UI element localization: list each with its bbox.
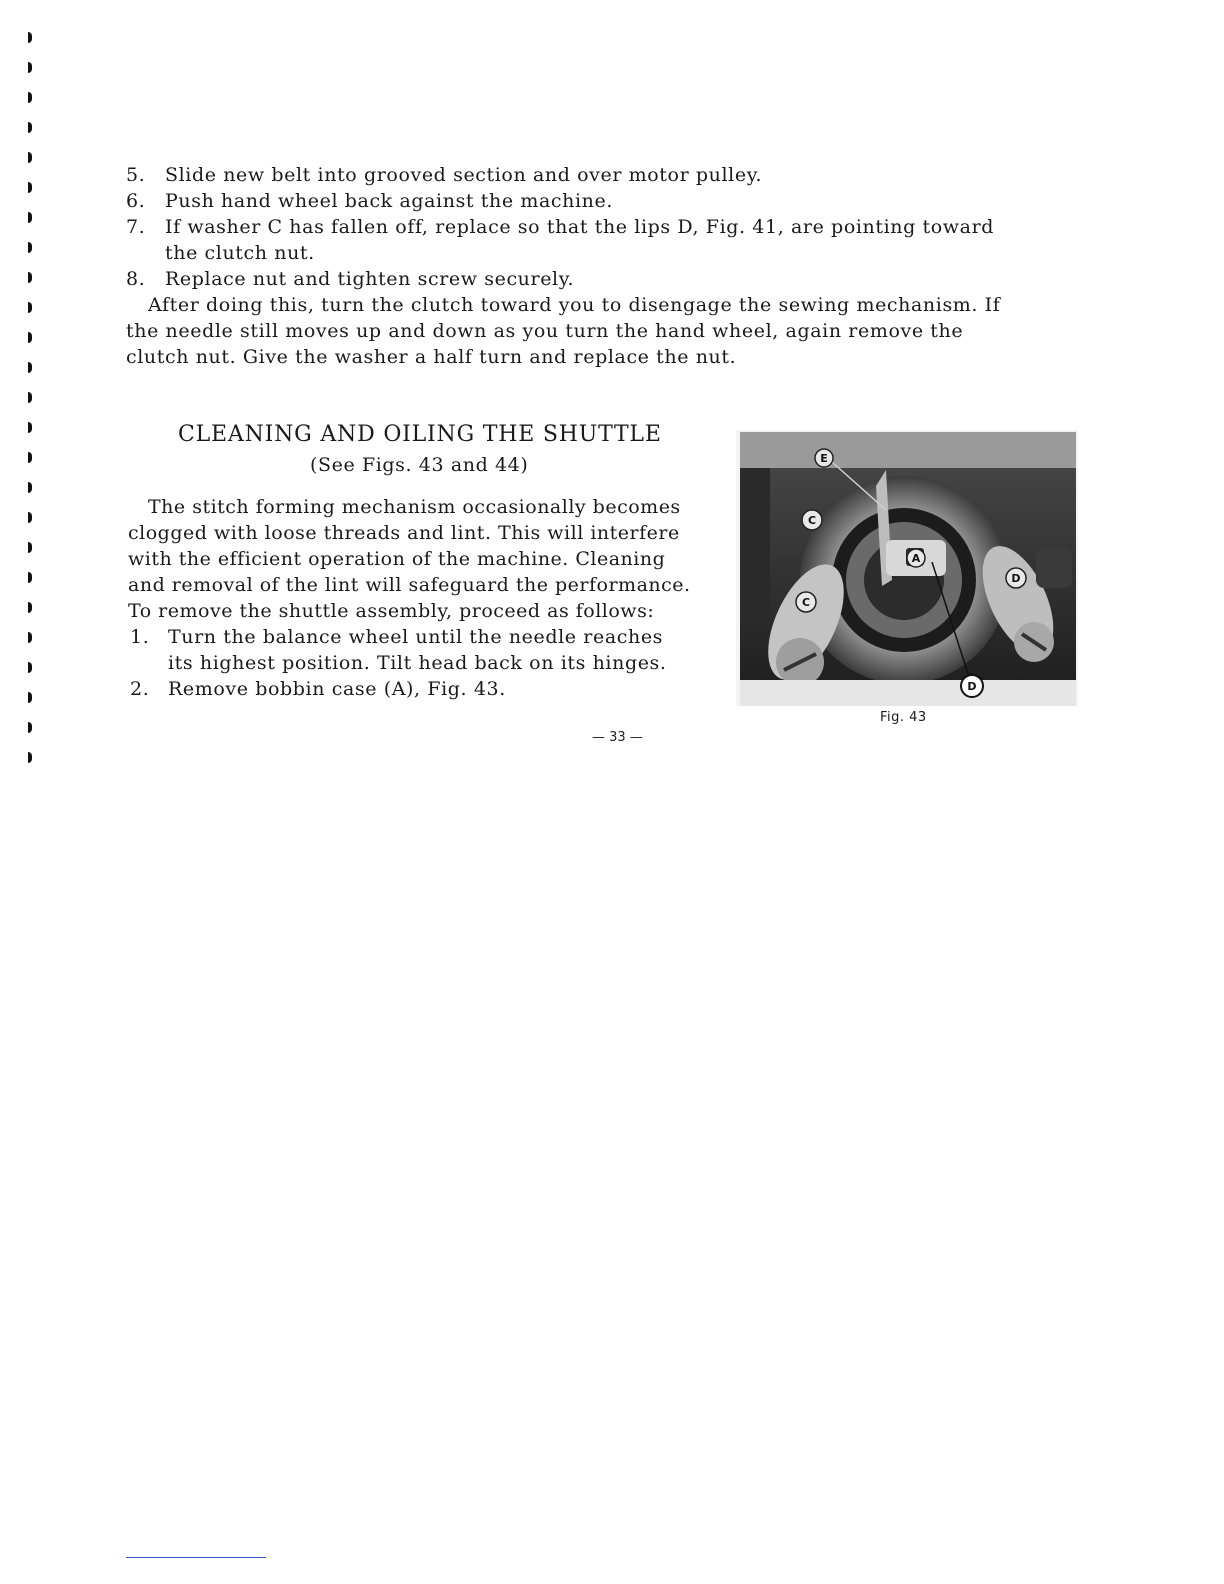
callout-label: E xyxy=(820,452,828,465)
paragraph-line: The stitch forming mechanism occasionally becomes xyxy=(148,496,681,518)
section-body xyxy=(128,494,712,624)
step-number: 7. xyxy=(126,216,146,238)
paragraph-line: clogged with loose threads and lint. This will interfere xyxy=(128,522,680,544)
paragraph-line: the needle still moves up and down as you turn the hand wheel, again remove the xyxy=(126,320,964,342)
step-text: its highest position. Tilt head back on its hinges. xyxy=(168,652,667,674)
step-text: Push hand wheel back against the machine. xyxy=(165,190,613,212)
paragraph-line: and removal of the lint will safeguard the performance. xyxy=(128,574,691,596)
step-number: 6. xyxy=(126,190,146,212)
callout-label: D xyxy=(1011,572,1021,585)
paragraph-line: After doing this, turn the clutch toward you to disengage the sewing mechanism. If xyxy=(148,294,1001,316)
callout-label: C xyxy=(801,596,811,609)
step-text: If washer C has fallen off, replace so that the lips D, Fig. 41, are pointing toward xyxy=(165,216,995,238)
step-text: Turn the balance wheel until the needle reaches xyxy=(168,626,664,648)
paragraph-line: clutch nut. Give the washer a half turn and replace the nut. xyxy=(126,346,737,368)
callout-label: A xyxy=(911,552,921,565)
callout-label: C xyxy=(807,514,817,527)
list-item-continuation xyxy=(126,240,1046,266)
page-number: — 33 — xyxy=(592,730,643,745)
list-item xyxy=(126,162,1046,188)
step-text: Slide new belt into grooved section and over motor pulley. xyxy=(165,164,763,186)
section-subheading: (See Figs. 43 and 44) xyxy=(310,454,529,476)
step-number: 2. xyxy=(130,678,150,700)
figure-caption: Fig. 43 xyxy=(880,710,927,725)
shuttle-photo xyxy=(736,430,1078,706)
binding-holes xyxy=(24,24,38,784)
section-heading: CLEANING AND OILING THE SHUTTLE xyxy=(178,422,662,447)
list-item xyxy=(126,188,1046,214)
step-text: Replace nut and tighten screw securely. xyxy=(165,268,575,290)
footer-rule xyxy=(126,1557,266,1558)
paragraph-line: with the efficient operation of the machine. Cleaning xyxy=(128,548,666,570)
list-item xyxy=(126,214,1046,240)
clutch-paragraph xyxy=(126,292,1042,370)
step-number: 8. xyxy=(126,268,146,290)
step-text: Remove bobbin case (A), Fig. 43. xyxy=(168,678,506,700)
list-item xyxy=(128,676,712,702)
list-item xyxy=(126,266,1046,292)
belt-steps-list xyxy=(126,162,1046,292)
paragraph-line: To remove the shuttle assembly, proceed as follows: xyxy=(128,600,655,622)
shuttle-steps-list xyxy=(128,624,712,702)
list-item xyxy=(128,624,712,650)
step-number: 5. xyxy=(126,164,146,186)
step-text: the clutch nut. xyxy=(165,242,315,264)
list-item-continuation xyxy=(128,650,712,676)
callout-label: D xyxy=(967,680,977,693)
step-number: 1. xyxy=(130,626,150,648)
